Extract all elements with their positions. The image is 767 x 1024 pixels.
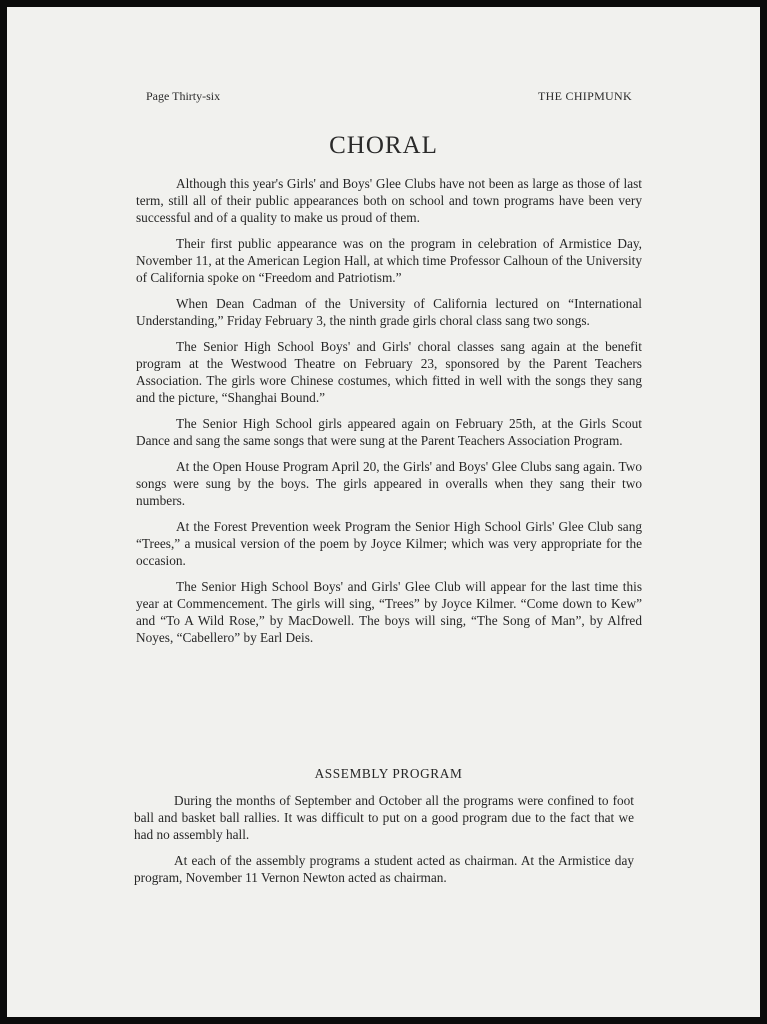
choral-body <box>136 175 642 655</box>
publication-name: THE CHIPMUNK <box>538 89 632 103</box>
paragraph: Their first public appearance was on the program in celebration of Armistice Day, November 11, at the American Legion Hall, at which time Professor Calhoun of the University of California spoke on “Freedom and Patriotism.” <box>136 236 642 285</box>
paragraph: The Senior High School Boys' and Girls' Glee Club will appear for the last time this year at Commencement. The girls will sing, “Trees” by Joyce Kilmer. “Come down to Kew” and “To A Wild Rose,” by MacDowell. The boys will sing, “The Song of Man”, by Alfred Noyes, “Cabellero” by Earl Deis. <box>136 579 642 645</box>
paragraph: At the Open House Program April 20, the Girls' and Boys' Glee Clubs sang again. Two songs were sung by the boys. The girls appeared in overalls when they sang their two numbers. <box>136 459 642 508</box>
page-number-label: Page Thirty-six <box>146 89 221 103</box>
scanned-page <box>7 7 760 1017</box>
assembly-body <box>134 792 634 895</box>
paragraph: The Senior High School girls appeared again on February 25th, at the Girls Scout Dance and sang the same songs that were sung at the Parent Teachers Association Program. <box>136 416 642 448</box>
paragraph: During the months of September and October all the programs were confined to foot ball and basket ball rallies. It was difficult to put on a good program due to the fact that we had no assembly hall. <box>134 793 634 842</box>
paragraph: The Senior High School Boys' and Girls' choral classes sang again at the benefit program at the Westwood Theatre on February 23, sponsored by the Parent Teachers Association. The girls wore Chinese costumes, which fitted in well with the songs they sang and the picture, “Shanghai Bound.” <box>136 339 642 405</box>
paragraph: At the Forest Prevention week Program the Senior High School Girls' Glee Club sang “Trees,” a musical version of the poem by Joyce Kilmer; which was very appropriate for the occasion. <box>136 519 642 568</box>
paragraph: At each of the assembly programs a student acted as chairman. At the Armistice day program, November 11 Vernon Newton acted as chairman. <box>134 853 634 885</box>
paragraph: When Dean Cadman of the University of California lectured on “International Understanding,” Friday February 3, the ninth grade girls choral class sang two songs. <box>136 296 642 328</box>
section-heading-assembly: ASSEMBLY PROGRAM <box>314 766 463 781</box>
section-title-choral: CHORAL <box>329 132 438 159</box>
paragraph: Although this year's Girls' and Boys' Glee Clubs have not been as large as those of last term, still all of their public appearances both on school and town programs have been very successful and of a quality to make us proud of them. <box>136 176 642 225</box>
